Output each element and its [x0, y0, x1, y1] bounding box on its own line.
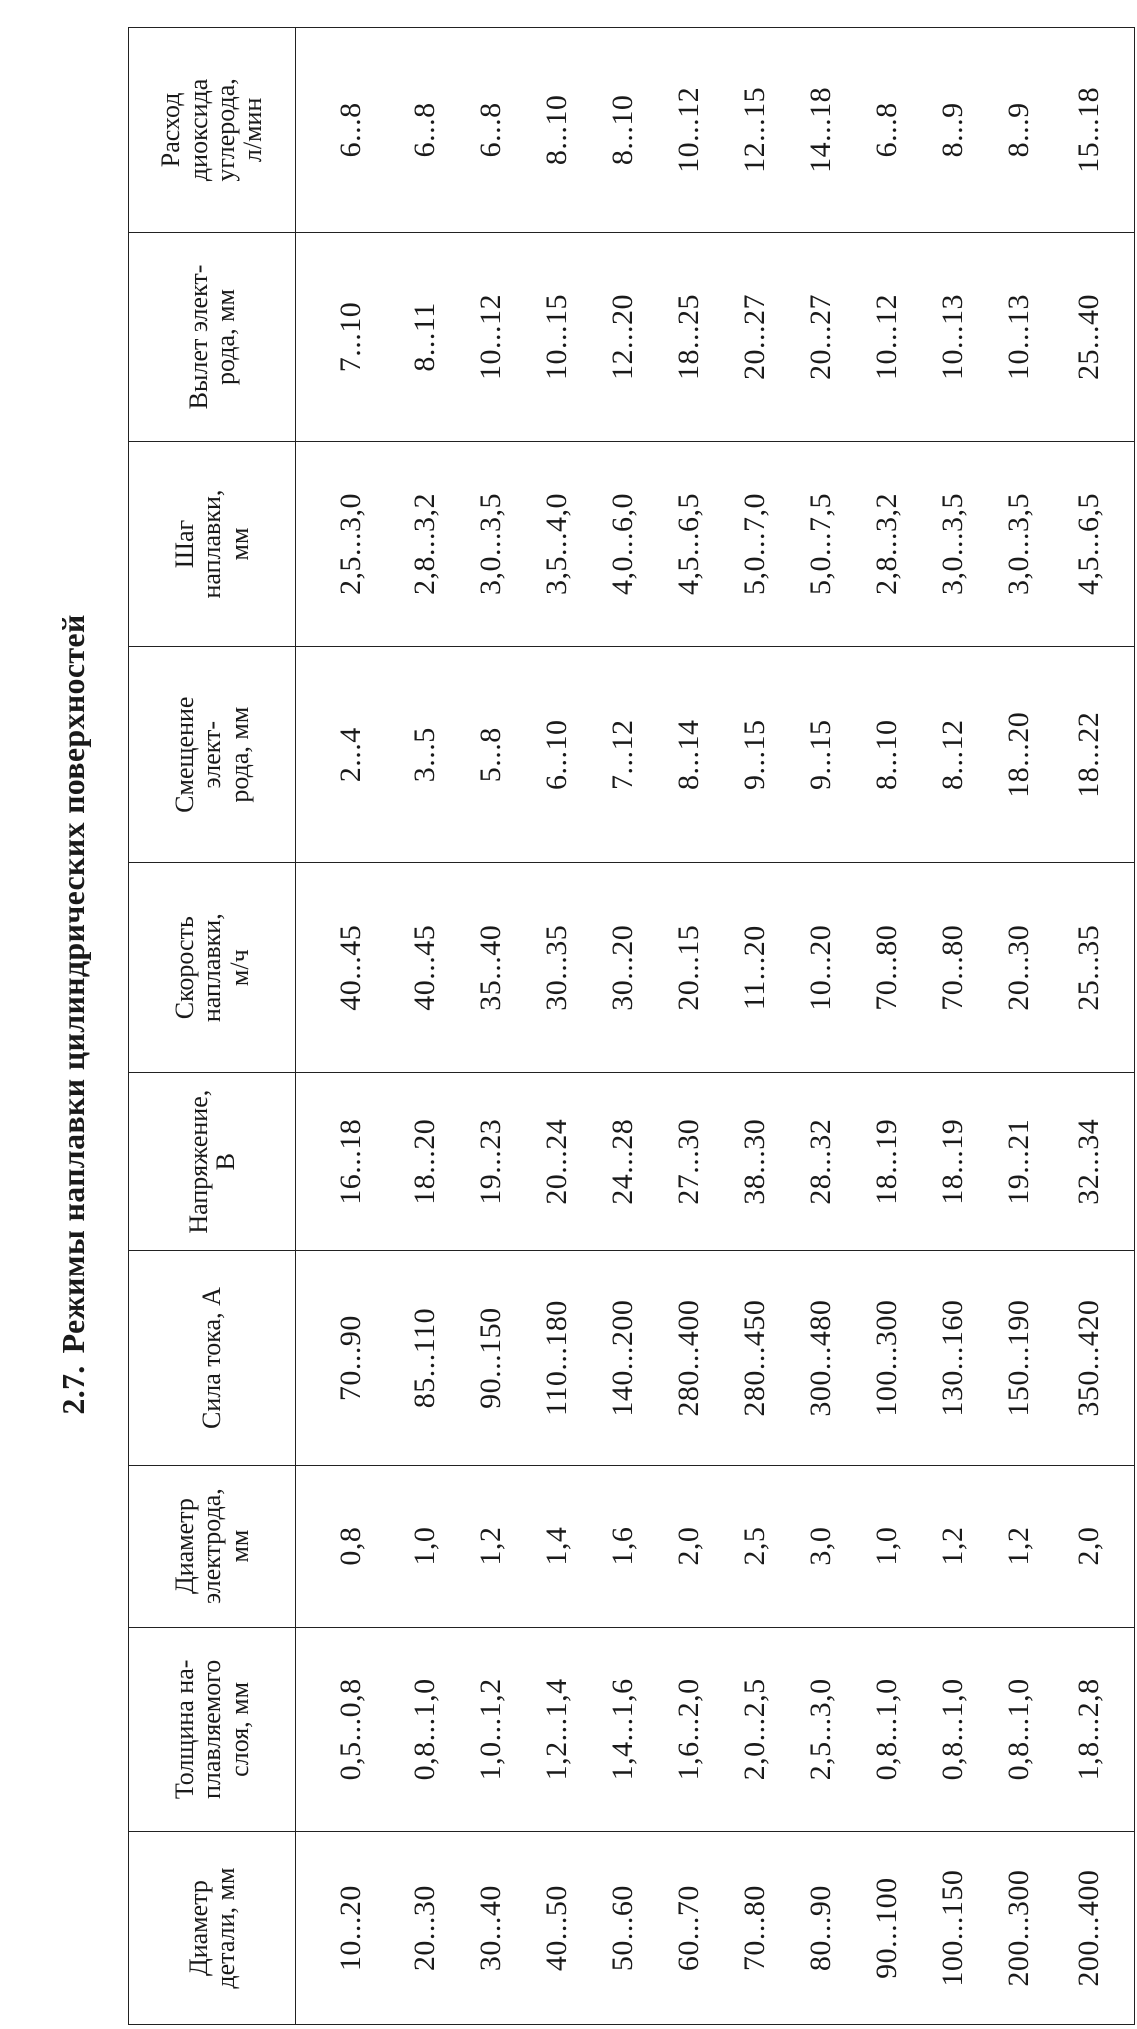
table-cell: 8...10 [524, 28, 590, 233]
table-cell: 38...30 [722, 1072, 788, 1251]
table-cell: 2,0 [656, 1465, 722, 1627]
table-cell: 8...11 [392, 232, 458, 441]
column-header [129, 1072, 296, 1251]
table-cell: 0,8...1,0 [392, 1627, 458, 1832]
column-header-line: углерода, [211, 78, 240, 182]
table-cell: 3,0...3,5 [920, 442, 986, 647]
table-cell: 9...15 [788, 646, 854, 863]
table-cell: 2,5 [722, 1465, 788, 1627]
table-cell: 25...35 [1052, 863, 1135, 1072]
table-cell: 10...20 [296, 1832, 393, 2025]
table-cell: 10...15 [524, 232, 590, 441]
table-cell: 130...160 [920, 1251, 986, 1465]
table-cell: 1,6...2,0 [656, 1627, 722, 1832]
table-cell: 10...12 [854, 232, 920, 441]
table-cell: 1,0...1,2 [458, 1627, 524, 1832]
table-row [854, 28, 920, 2025]
table-cell: 18...19 [920, 1072, 986, 1251]
column-header-line: Диаметр [170, 1498, 200, 1595]
column-header [129, 442, 296, 647]
table-cell: 280...450 [722, 1251, 788, 1465]
table-cell: 8...14 [656, 646, 722, 863]
table-cell: 100...150 [920, 1832, 986, 2025]
table-cell: 20...30 [392, 1832, 458, 2025]
table-cell: 35...40 [458, 863, 524, 1072]
table-cell: 20...15 [656, 863, 722, 1072]
column-header [129, 1832, 296, 2025]
column-header-line: Расход [156, 92, 186, 168]
table-cell: 50...60 [590, 1832, 656, 2025]
table-cell: 6...8 [392, 28, 458, 233]
table-cell: 2,5...3,0 [296, 442, 393, 647]
table-cell: 20...30 [986, 863, 1052, 1072]
table-cell: 300...480 [788, 1251, 854, 1465]
table-cell: 1,8...2,8 [1052, 1627, 1135, 1832]
table-cell: 2,0 [1052, 1465, 1135, 1627]
column-header-line: Диаметр [183, 1880, 213, 1977]
table-row [1052, 28, 1135, 2025]
table-cell: 28...32 [788, 1072, 854, 1251]
table-cell: 6...8 [296, 28, 393, 233]
column-header-line: диоксида [183, 78, 213, 182]
table-cell: 12...15 [722, 28, 788, 233]
column-header [129, 646, 296, 863]
column-header-line: мм [224, 527, 254, 561]
column-header-line: детали, мм [211, 1867, 240, 1989]
table-cell: 6...8 [458, 28, 524, 233]
table-cell: 0,8...1,0 [854, 1627, 920, 1832]
table-cell: 0,8...1,0 [986, 1627, 1052, 1832]
table-cell: 70...80 [854, 863, 920, 1072]
table-row [590, 28, 656, 2025]
table-row [986, 28, 1052, 2025]
table-cell: 18...25 [656, 232, 722, 441]
table-cell: 100...300 [854, 1251, 920, 1465]
table-cell: 85...110 [392, 1251, 458, 1465]
table-cell: 0,8 [296, 1465, 393, 1627]
table-row [524, 28, 590, 2025]
table-cell: 27...30 [656, 1072, 722, 1251]
table-cell: 110...180 [524, 1251, 590, 1465]
table-cell: 12...20 [590, 232, 656, 441]
table-title: Режимы наплавки цилиндрических поверхностей [55, 614, 91, 1354]
table-cell: 40...50 [524, 1832, 590, 2025]
table-cell: 2,5...3,0 [788, 1627, 854, 1832]
table-cell: 70...90 [296, 1251, 393, 1465]
table-cell: 10...12 [458, 232, 524, 441]
table-cell: 4,0...6,0 [590, 442, 656, 647]
column-header-line: Смещение [170, 696, 200, 813]
table-cell: 1,6 [590, 1465, 656, 1627]
table-row [722, 28, 788, 2025]
table-cell: 4,5...6,5 [1052, 442, 1135, 647]
column-header-line: наплавки, [197, 913, 227, 1023]
table-cell: 140...200 [590, 1251, 656, 1465]
table-cell: 3,0...3,5 [986, 442, 1052, 647]
column-header-line: л/мин [238, 97, 268, 163]
table-cell: 80...90 [788, 1832, 854, 2025]
table-cell: 32...34 [1052, 1072, 1135, 1251]
table-header [129, 28, 296, 2025]
table-body [296, 28, 1135, 2025]
header-row [129, 28, 296, 2025]
table-cell: 2,0...2,5 [722, 1627, 788, 1832]
table-row [392, 28, 458, 2025]
table-cell: 3,0...3,5 [458, 442, 524, 647]
table-cell: 350...420 [1052, 1251, 1135, 1465]
table-cell: 18...22 [1052, 646, 1135, 863]
table-cell: 8...10 [854, 646, 920, 863]
table-cell: 8...9 [986, 28, 1052, 233]
table-cell: 150...190 [986, 1251, 1052, 1465]
table-cell: 5,0...7,0 [722, 442, 788, 647]
table-cell: 20...27 [788, 232, 854, 441]
table-cell: 19...23 [458, 1072, 524, 1251]
table-cell: 70...80 [722, 1832, 788, 2025]
table-cell: 20...24 [524, 1072, 590, 1251]
table-cell: 5...8 [458, 646, 524, 863]
table-cell: 8...9 [920, 28, 986, 233]
column-header-line: рода, мм [224, 706, 254, 803]
table-cell: 16...18 [296, 1072, 393, 1251]
column-header-line: м/ч [224, 949, 254, 987]
column-header [129, 863, 296, 1072]
column-header-line: Сила тока, А [197, 1287, 227, 1429]
column-header [129, 28, 296, 233]
table-cell: 0,8...1,0 [920, 1627, 986, 1832]
column-header [129, 1465, 296, 1627]
table-cell: 5,0...7,5 [788, 442, 854, 647]
table-cell: 90...150 [458, 1251, 524, 1465]
table-row [296, 28, 393, 2025]
table-cell: 9...15 [722, 646, 788, 863]
table-cell: 280...400 [656, 1251, 722, 1465]
column-header-line: Скорость [170, 916, 200, 1020]
table-cell: 40...45 [296, 863, 393, 1072]
column-header-line: В [211, 1153, 240, 1171]
table-row [458, 28, 524, 2025]
table-cell: 3...5 [392, 646, 458, 863]
column-header-line: Напряжение, [183, 1089, 213, 1234]
column-header [129, 232, 296, 441]
welding-modes-table [128, 27, 1135, 2025]
table-cell: 70...80 [920, 863, 986, 1072]
table-cell: 1,4 [524, 1465, 590, 1627]
column-header-line: Шаг [170, 519, 200, 569]
table-cell: 30...40 [458, 1832, 524, 2025]
table-cell: 1,0 [854, 1465, 920, 1627]
table-cell: 10...13 [986, 232, 1052, 441]
column-header-line: Толщина на- [170, 1659, 200, 1800]
column-header-line: рода, мм [211, 289, 240, 385]
table-cell: 1,2...1,4 [524, 1627, 590, 1832]
table-cell: 3,5...4,0 [524, 442, 590, 647]
table-cell: 0,5...0,8 [296, 1627, 393, 1832]
table-caption [55, 0, 92, 2029]
table-cell: 60...70 [656, 1832, 722, 2025]
table-cell: 2,8...3,2 [854, 442, 920, 647]
table-cell: 8...10 [590, 28, 656, 233]
table-cell: 1,2 [986, 1465, 1052, 1627]
table-cell: 1,4...1,6 [590, 1627, 656, 1832]
table-cell: 200...400 [1052, 1832, 1135, 2025]
table-cell: 6...10 [524, 646, 590, 863]
table-row [920, 28, 986, 2025]
column-header-line: плавляемого [197, 1659, 227, 1800]
column-header-line: электрода, [197, 1488, 227, 1604]
table-cell: 30...35 [524, 863, 590, 1072]
column-header-line: мм [224, 1529, 254, 1563]
table-cell: 18...20 [392, 1072, 458, 1251]
column-header [129, 1251, 296, 1465]
table-cell: 90...100 [854, 1832, 920, 2025]
table-cell: 18...20 [986, 646, 1052, 863]
table-cell: 2,8...3,2 [392, 442, 458, 647]
table-cell: 4,5...6,5 [656, 442, 722, 647]
table-cell: 1,0 [392, 1465, 458, 1627]
table-cell: 6...8 [854, 28, 920, 233]
table-cell: 7...10 [296, 232, 393, 441]
table-cell: 7...12 [590, 646, 656, 863]
table-cell: 2...4 [296, 646, 393, 863]
table-cell: 10...12 [656, 28, 722, 233]
table-cell: 19...21 [986, 1072, 1052, 1251]
table-cell: 11...20 [722, 863, 788, 1072]
table-cell: 25...40 [1052, 232, 1135, 441]
table-number: 2.7. [55, 1365, 91, 1415]
column-header [129, 1627, 296, 1832]
table-row [788, 28, 854, 2025]
column-header-line: элект- [197, 720, 227, 789]
table-cell: 24...28 [590, 1072, 656, 1251]
table-cell: 1,2 [458, 1465, 524, 1627]
table-cell: 14...18 [788, 28, 854, 233]
column-header-line: наплавки, [197, 489, 227, 599]
table-cell: 20...27 [722, 232, 788, 441]
table-cell: 8...12 [920, 646, 986, 863]
column-header-line: Вылет элект- [183, 264, 213, 410]
table-cell: 15...18 [1052, 28, 1135, 233]
table-cell: 30...20 [590, 863, 656, 1072]
table-cell: 200...300 [986, 1832, 1052, 2025]
table-cell: 10...20 [788, 863, 854, 1072]
table-cell: 40...45 [392, 863, 458, 1072]
table-cell: 18...19 [854, 1072, 920, 1251]
column-header-line: слоя, мм [224, 1681, 254, 1777]
table-row [656, 28, 722, 2025]
table-cell: 1,2 [920, 1465, 986, 1627]
table-cell: 3,0 [788, 1465, 854, 1627]
table-cell: 10...13 [920, 232, 986, 441]
